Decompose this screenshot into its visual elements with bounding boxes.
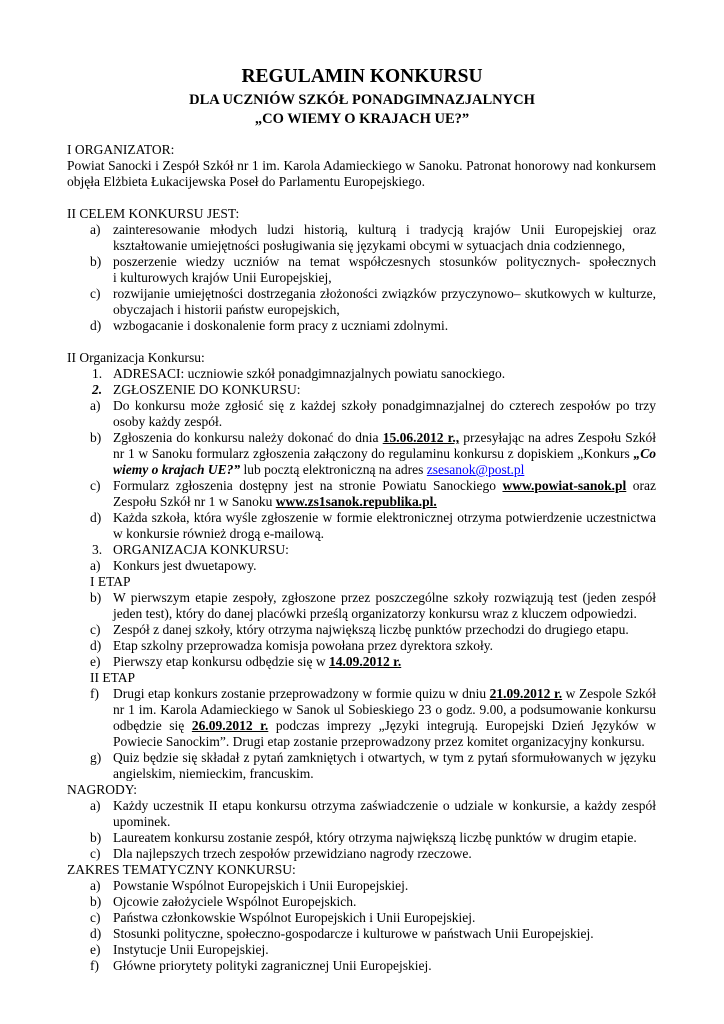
list-label: c) <box>90 846 101 861</box>
list-item-text: Każda szkoła, która wyśle zgłoszenie w formie elektronicznej otrzyma potwierdzenie uczestnictwa <box>113 510 656 525</box>
stage-date: 21.09.2012 r. <box>489 686 563 701</box>
list-label: f) <box>90 686 99 701</box>
list-label: d) <box>90 926 102 941</box>
list-item-text: Powstanie Wspólnot Europejskich i Unii Europejskiej. <box>113 878 409 893</box>
website-link[interactable]: www.zs1sanok.republika.pl. <box>275 494 437 509</box>
list-label: c) <box>90 910 101 925</box>
contest-name: „CO WIEMY O KRAJACH UE?” <box>254 111 470 127</box>
list-item-text: Każdy uczestnik II etapu konkursu otrzyma zaświadczenie o udziale w konkursie, a każdy zespół <box>113 798 656 813</box>
list-label: b) <box>90 894 102 909</box>
text-span: w Zespole Szkół <box>565 686 657 701</box>
list-item-text: Do konkursu może zgłosić się z każdej szkoły ponadgimnazjalnej do czterech zespołów po trzy <box>113 398 656 413</box>
list-item-text: Ojcowie założyciele Wspólnot Europejskich. <box>113 894 357 909</box>
list-label: a) <box>90 398 101 413</box>
organizer-heading: I ORGANIZATOR: <box>67 142 175 157</box>
list-item-text: Zespół z danej szkoły, który otrzyma największą liczbę punktów przechodzi do drugiego etapu. <box>113 622 629 637</box>
list-item-text: Etap szkolny przeprowadza komisja powołana przez dyrektora szkoły. <box>113 638 493 653</box>
text-span: Zgłoszenia do konkursu należy dokonać do dnia <box>113 430 379 445</box>
list-item-text: Quiz będzie się składał z pytań zamkniętych i otwartych, w tym z pytań sformułowanych w języku <box>113 750 656 765</box>
stage-heading: I ETAP <box>90 574 131 589</box>
list-item-text <box>113 718 656 734</box>
website-link[interactable]: www.powiat-sanok.pl <box>502 478 627 493</box>
deadline-date: 15.06.2012 r., <box>382 430 460 445</box>
list-item-text <box>113 446 656 462</box>
stage-heading: II ETAP <box>90 670 136 685</box>
list-label: b) <box>90 430 102 445</box>
list-label: b) <box>90 254 102 269</box>
list-item-text: w konkursie również drogą e-mailową. <box>113 526 325 541</box>
list-label: d) <box>90 638 102 653</box>
list-label: c) <box>90 622 101 637</box>
list-item-text: Instytucje Unii Europejskiej. <box>113 942 269 957</box>
text-span: podczas imprezy „Języki integrują. Europejski Dzień Języków w <box>275 718 656 733</box>
list-label: d) <box>90 510 102 525</box>
text-span: Formularz zgłoszenia dostępny jest na stronie Powiatu Sanockiego <box>113 478 496 493</box>
list-item-text <box>113 462 524 478</box>
text-span: Drugi etap konkurs zostanie przeprowadzony w formie quizu w dniu <box>113 686 487 701</box>
list-label: c) <box>90 478 101 493</box>
text-span: lub pocztą elektroniczną na adres <box>243 462 424 477</box>
list-label: e) <box>90 654 101 669</box>
list-item-text: angielskim, niemieckim, francuskim. <box>113 766 314 781</box>
list-item-text: rozwijanie umiejętności dostrzegania złożoności związków przyczynowo– skutkowych w kulturze, <box>113 286 656 301</box>
document-subtitle: DLA UCZNIÓW SZKÓŁ PONADGIMNAZJALNYCH <box>189 92 535 108</box>
list-item-text: i kulturowych krajów Unii Europejskiej, <box>113 270 332 285</box>
document-title: REGULAMIN KONKURSU <box>241 66 483 87</box>
list-label: f) <box>90 958 99 973</box>
list-label: c) <box>90 286 101 301</box>
scope-heading: ZAKRES TEMATYCZNY KONKURSU: <box>67 862 296 877</box>
list-label: a) <box>90 798 101 813</box>
email-link[interactable]: zsesanok@post.pl <box>426 462 525 477</box>
list-label: 1. <box>92 366 103 381</box>
list-item-text <box>113 478 656 494</box>
text-span: przesyłając na adres Zespołu Szkół <box>463 430 657 445</box>
list-item-text: nr 1 im. Karola Adamieckiego w Sanok ul Sobieskiego 23 o godz. 9.00, a podsumowanie konkursu <box>113 702 656 717</box>
list-item-text: jeden test), który do danej placówki prześlą organizatorzy konkursu wraz z kluczem odpowiedzi. <box>113 606 637 621</box>
list-item-text: obyczajach i historii państw europejskich, <box>113 302 340 317</box>
text-span: wiemy o krajach UE?” <box>113 462 241 477</box>
stage-date: 14.09.2012 r. <box>328 654 402 669</box>
list-item-text: Laureatem konkursu zostanie zespół, który otrzyma największą liczbę punktów w drugim etapie. <box>113 830 637 845</box>
list-item-text: poszerzenie wiedzy uczniów na temat współczesnych stosunków politycznych- społecznych <box>113 254 656 269</box>
organizer-line: objęła Elżbieta Łukacijewska Poseł do Parlamentu Europejskiego. <box>67 174 426 189</box>
section-heading: ZGŁOSZENIE DO KONKURSU: <box>113 382 301 397</box>
list-item-text <box>113 430 656 446</box>
list-label: e) <box>90 942 101 957</box>
text-span: odbędzie się <box>113 718 185 733</box>
text-span: Zespołu Szkół nr 1 w Sanoku <box>113 494 273 509</box>
list-label: a) <box>90 558 101 573</box>
list-item-text <box>113 654 401 670</box>
list-item-text: Dla najlepszych trzech zespołów przewidziano nagrody rzeczowe. <box>113 846 472 861</box>
list-label: g) <box>90 750 102 765</box>
text-span: Pierwszy etap konkursu odbędzie się w <box>113 654 326 669</box>
list-item-text: Stosunki polityczne, społeczno-gospodarcze i kulturowe w państwach Unii Europejskiej. <box>113 926 594 941</box>
list-item-text: kształtowanie umiejętności posługiwania się językami obcymi w sytuacjach dnia codziennego, <box>113 238 626 253</box>
prizes-heading: NAGRODY: <box>67 782 138 797</box>
list-label: 3. <box>92 542 103 557</box>
list-item-text: Państwa członkowskie Wspólnot Europejskich i Unii Europejskiej. <box>113 910 476 925</box>
text-span: oraz <box>632 478 657 493</box>
organizer-line: Powiat Sanocki i Zespół Szkół nr 1 im. Karola Adamieckiego w Sanoku. Patronat honorowy nad konkursem <box>67 158 656 173</box>
list-label: a) <box>90 878 101 893</box>
list-item-text: W pierwszym etapie zespoły, zgłoszone przez poszczególne szkoły rozwiązują test (jeden zespół <box>113 590 656 605</box>
list-item-text <box>113 686 656 702</box>
list-label: a) <box>90 222 101 237</box>
goals-heading: II CELEM KONKURSU JEST: <box>67 206 240 221</box>
text-span: nr 1 w Sanoku formularz zgłoszenia załączony do regulaminu konkursu z dopiskiem „Konkurs <box>113 446 630 461</box>
organization-heading: II Organizacja Konkursu: <box>67 350 205 365</box>
list-item-text: upominek. <box>113 814 171 829</box>
list-item-text: wzbogacanie i doskonalenie form pracy z uczniami zdolnymi. <box>113 318 449 333</box>
list-item-text: Konkurs jest dwuetapowy. <box>113 558 257 573</box>
section-heading: ORGANIZACJA KONKURSU: <box>113 542 289 557</box>
list-label: b) <box>90 590 102 605</box>
list-label: 2. <box>92 382 103 397</box>
list-item-text: Główne priorytety polityki zagranicznej Unii Europejskiej. <box>113 958 432 973</box>
list-item-text: osoby każdy zespół. <box>113 414 223 429</box>
list-item-text: zainteresowanie młodych ludzi historią, kulturą i tradycją krajów Unii Europejskiej oraz <box>113 222 656 237</box>
list-item-text <box>113 494 437 510</box>
recipients-text: ADRESACI: uczniowie szkół ponadgimnazjalnych powiatu sanockiego. <box>113 366 506 381</box>
list-item-text: Powiecie Sanockim”. Drugi etap zostanie przeprowadzony przez komitet organizacyjny konkursu. <box>113 734 645 749</box>
list-label: b) <box>90 830 102 845</box>
list-label: d) <box>90 318 102 333</box>
stage-date: 26.09.2012 r. <box>191 718 269 733</box>
text-span: „Co <box>633 446 656 461</box>
